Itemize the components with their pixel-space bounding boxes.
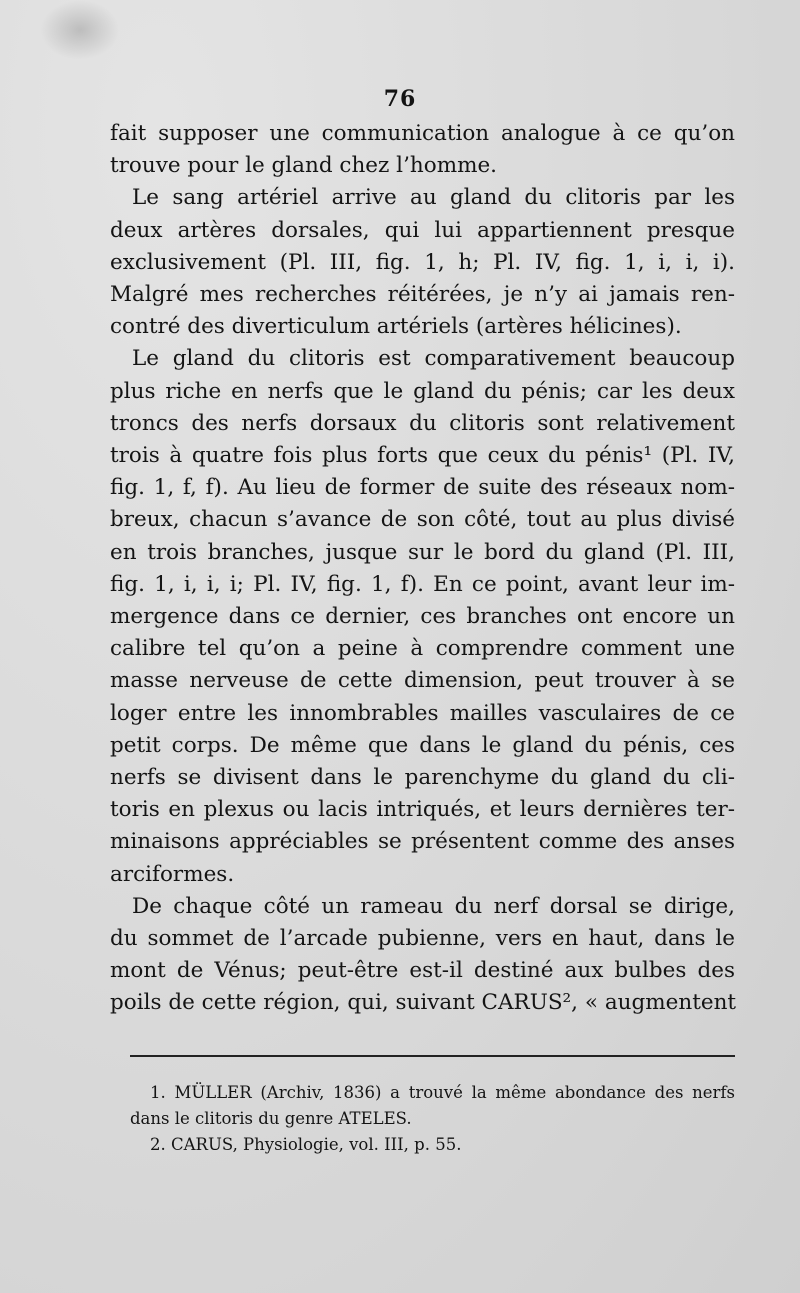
text-line: mergence dans ce dernier, ces branches ont encore un — [110, 604, 735, 630]
text-line: mont de Vénus; peut-être est-il destiné aux bulbes des — [110, 958, 735, 984]
text-line: exclusivement (Pl. III, fig. 1, h; Pl. IV, fig. 1, i, i, i). — [110, 249, 735, 275]
text-line: arciformes. — [110, 861, 235, 887]
main-text — [110, 118, 735, 1020]
text-line: trouve pour le gland chez l’homme. — [110, 153, 498, 179]
text-line: De chaque côté un rameau du nerf dorsal se dirige, — [132, 893, 735, 919]
text-line: trois à quatre fois plus forts que ceux du pénis¹ (Pl. IV, — [110, 443, 735, 469]
text-line: Le sang artériel arrive au gland du clitoris par les — [132, 185, 735, 211]
text-line: plus riche en nerfs que le gland du pénis; car les deux — [110, 378, 735, 404]
text-line: loger entre les innombrables mailles vasculaires de ce — [110, 700, 735, 726]
text-line: nerfs se divisent dans le parenchyme du gland du cli- — [110, 765, 735, 791]
footnote-line: 1. MÜLLER (Archiv, 1836) a trouvé la même abondance des nerfs — [150, 1083, 735, 1102]
text-line: poils de cette région, qui, suivant CARUS², « augmentent — [110, 990, 737, 1016]
text-line: deux artères dorsales, qui lui appartiennent presque — [110, 217, 735, 243]
footnote-line: 2. CARUS, Physiologie, vol. III, p. 55. — [150, 1135, 462, 1154]
text-line: minaisons appréciables se présentent comme des anses — [110, 829, 735, 855]
text-line: du sommet de l’arcade pubienne, vers en haut, dans le — [110, 926, 735, 952]
text-line: petit corps. De même que dans le gland du pénis, ces — [110, 732, 735, 758]
text-line: fait supposer une communication analogue à ce qu’on — [110, 121, 735, 146]
text-line: Malgré mes recherches réitérées, je n’y ai jamais ren- — [110, 282, 735, 308]
footnote-divider — [130, 1055, 735, 1057]
text-line: contré des diverticulum artériels (artères hélicines). — [110, 314, 682, 340]
footnote-line: dans le clitoris du genre ATELES. — [130, 1109, 412, 1128]
text-line: en trois branches, jusque sur le bord du gland (Pl. III, — [110, 539, 735, 565]
page-number: 76 — [383, 86, 417, 112]
text-line: fig. 1, i, i, i; Pl. IV, fig. 1, f). En ce point, avant leur im- — [110, 571, 735, 597]
text-line: fig. 1, f, f). Au lieu de former de suite des réseaux nom- — [110, 475, 735, 501]
text-line: masse nerveuse de cette dimension, peut trouver à se — [110, 668, 735, 694]
text-line: troncs des nerfs dorsaux du clitoris sont relativement — [110, 410, 735, 436]
text-line: toris en plexus ou lacis intriqués, et leurs dernières ter- — [110, 797, 735, 823]
text-line: Le gland du clitoris est comparativement beaucoup — [132, 346, 735, 372]
text-line: breux, chacun s’avance de son côté, tout au plus divisé — [110, 507, 735, 533]
footnotes — [130, 1080, 735, 1158]
text-line: calibre tel qu’on a peine à comprendre comment une — [110, 636, 735, 662]
page-smudge — [40, 0, 120, 60]
